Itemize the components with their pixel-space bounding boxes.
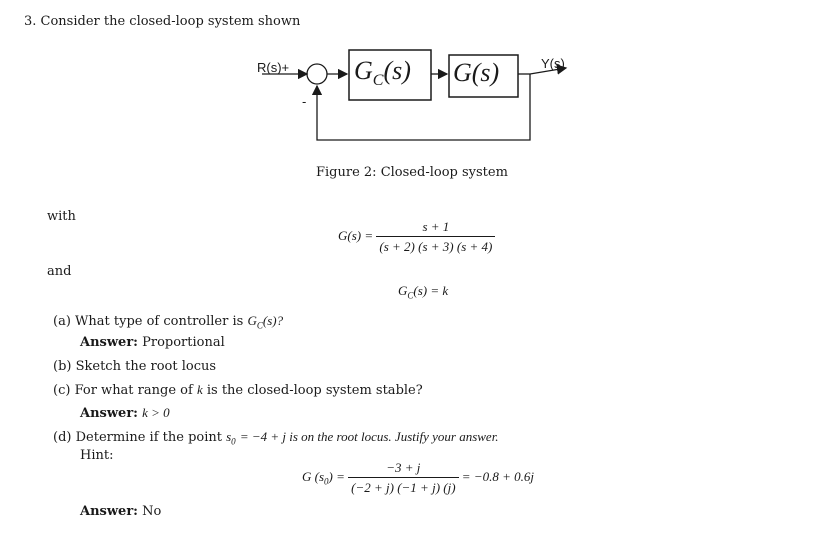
block-diagram bbox=[0, 0, 836, 160]
hint-denominator: (−2 + j) (−1 + j) (j) bbox=[348, 477, 458, 496]
part-d-question: (d) Determine if the point $s_0 = -4 + j$ is on the root locus. Justify your answer. bbox=[53, 429, 499, 447]
hint-numerator: −3 + j bbox=[386, 460, 421, 475]
controller-transfer-function: $G_C(s) = k$ bbox=[398, 283, 449, 301]
plant-transfer-function: G(s) = $\frac{s + 1}{(s + 2) (s + 3) (s + 4)}$ bbox=[338, 219, 495, 255]
output-label: Y(s) bbox=[541, 56, 565, 71]
figure-caption: Figure 2: Closed-loop system bbox=[316, 165, 508, 180]
hint-equation: G $(s_0)$ = $\frac{-3 + j}{(-2 + j) (-1 + j) (j)}$ = −0.8 + 0.6j bbox=[302, 460, 534, 495]
part-d-hint-label: Hint: bbox=[80, 448, 114, 463]
part-a-answer: Answer: Proportional bbox=[80, 335, 225, 350]
and-label: and bbox=[47, 264, 72, 279]
with-label: with bbox=[47, 209, 76, 224]
input-label: R(s)+ bbox=[257, 60, 290, 75]
summing-junction bbox=[307, 64, 327, 84]
part-a-question: (a) What type of controller is $G_C(s)$? bbox=[53, 313, 284, 331]
problem-heading: 3. Consider the closed-loop system shown bbox=[24, 14, 301, 29]
plant-block-label: G(s) bbox=[453, 58, 500, 87]
feedback-sign: - bbox=[302, 94, 307, 109]
part-c-question: (c) For what range of k is the closed-loop system stable? bbox=[53, 382, 423, 398]
part-d-answer: Answer: No bbox=[80, 504, 162, 519]
plant-denominator: (s + 2) (s + 3) (s + 4) bbox=[376, 236, 495, 255]
part-b-question: (b) Sketch the root locus bbox=[53, 359, 217, 374]
plant-numerator: s + 1 bbox=[422, 219, 450, 234]
part-c-answer: Answer: k > 0 bbox=[80, 405, 170, 421]
controller-block-label: $G_C(s)$ bbox=[354, 56, 411, 90]
